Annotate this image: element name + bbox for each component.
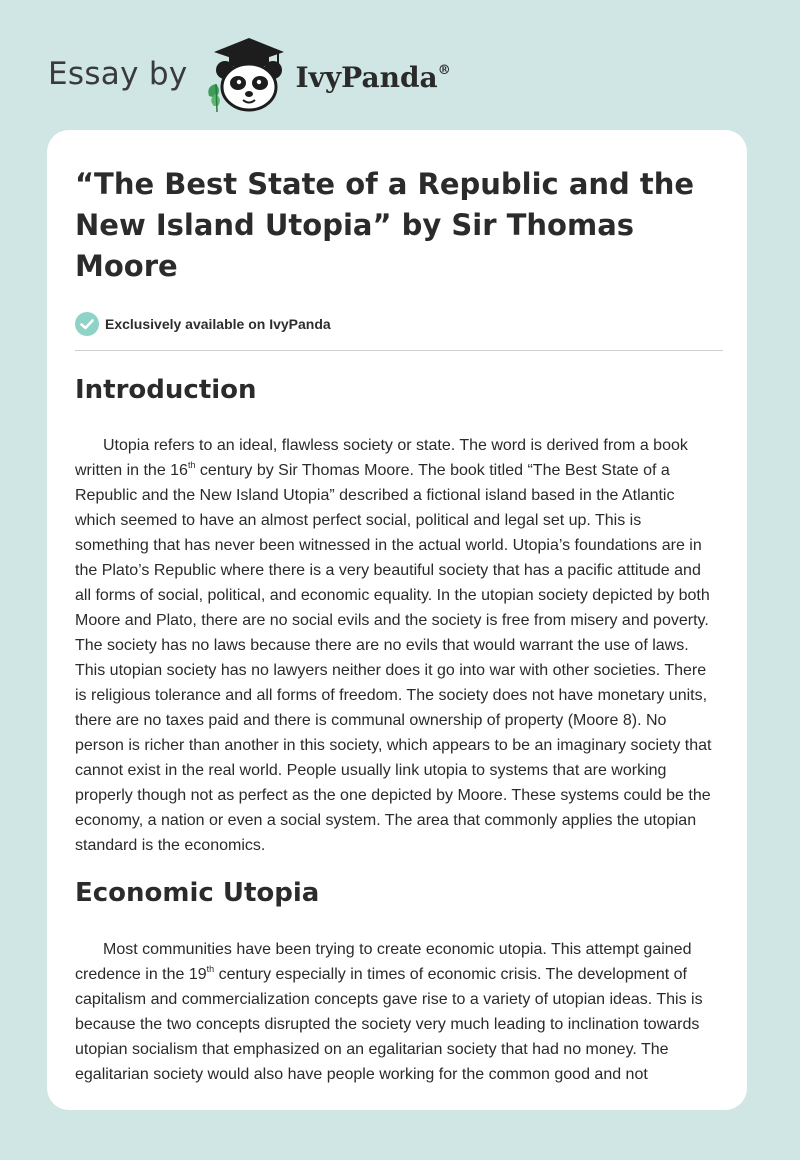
panda-graduate-logo-icon	[204, 34, 294, 114]
section-heading-economic-utopia: Economic Utopia	[75, 878, 320, 908]
section-paragraph-economic-utopia: Most communities have been trying to create economic utopia. This attempt gained credence in the 19th century especially in times of economic crisis. The development of capitalism and commercialization concepts gave rise to a variety of utopian ideas. This is because the two concepts disrupted the society very much leading to inclination towards utopian socialism that emphasized on an egalitarian society that had no money. The egalitarian society would also have people working for the common good and not	[75, 941, 703, 1083]
essay-card	[47, 130, 747, 1110]
registered-mark: ®	[437, 62, 451, 78]
essay-title: “The Best State of a Republic and the New Island Utopia” by Sir Thomas Moore	[75, 167, 695, 283]
exclusive-badge	[75, 311, 719, 337]
essay-by-label: Essay by	[48, 56, 188, 92]
section-paragraph-introduction: Utopia refers to an ideal, flawless society or state. The word is derived from a book written in the 16th century by Sir Thomas Moore. The book titled “The Best State of a Republic and the New Island Utopia” described a fictional island based in the Atlantic which seemed to have an almost perfect social, political and legal set up. This is something that has never been witnessed in the actual world. Utopia’s foundations are in the Plato’s Republic where there is a very beautiful society that has a pacific attitude and all forms of social, political, and economic equality. In the utopian society depicted by both Moore and Plato, there are no social evils and the society is free from misery and poverty. The society has no laws because there are no evils that would warrant the use of laws. This utopian society has no lawyers neither does it go into war with other societies. There is religious tolerance and all forms of freedom. The society does not have monetary units, there are no taxes paid and there is communal ownership of property (Moore 8). No person is richer than another in this society, which appears to be an imaginary society that cannot exist in the real world. People usually link utopia to systems that are working properly though not as perfect as the one depicted by Moore. These systems could be the economy, a nation or even a social system. The area that commonly applies the utopian standard is the economics.	[75, 437, 712, 854]
brand-name: IvyPanda®	[295, 60, 451, 94]
check-circle-icon	[75, 312, 99, 336]
section-heading-introduction: Introduction	[75, 375, 257, 405]
site-header	[48, 34, 451, 114]
ivypanda-brand-link[interactable]	[204, 34, 451, 114]
title-divider	[75, 350, 723, 351]
exclusive-label: Exclusively available on IvyPanda	[105, 316, 331, 332]
